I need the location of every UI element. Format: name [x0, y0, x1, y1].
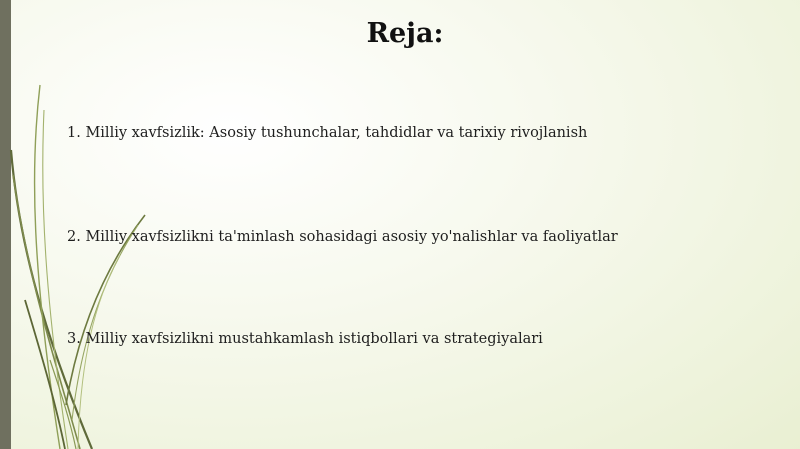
plan-item-2: 2. Milliy xavfsizlikni ta'minlash sohasidagi asosiy yo'nalishlar va faoliyatlar [67, 229, 618, 245]
grass-blade [35, 85, 60, 449]
plan-item-3: 3. Milliy xavfsizlikni mustahkamlash istiqbollari va strategiyalari [67, 331, 543, 347]
slide-title: Reja: [366, 18, 444, 49]
plan-item-1: 1. Milliy xavfsizlik: Asosiy tushunchalar, tahdidlar va tarixiy rivojlanish [67, 125, 588, 141]
grass-blade [11, 150, 92, 449]
grass-decoration [0, 0, 200, 449]
grass-blade [43, 110, 68, 449]
grass-blade [13, 175, 80, 449]
